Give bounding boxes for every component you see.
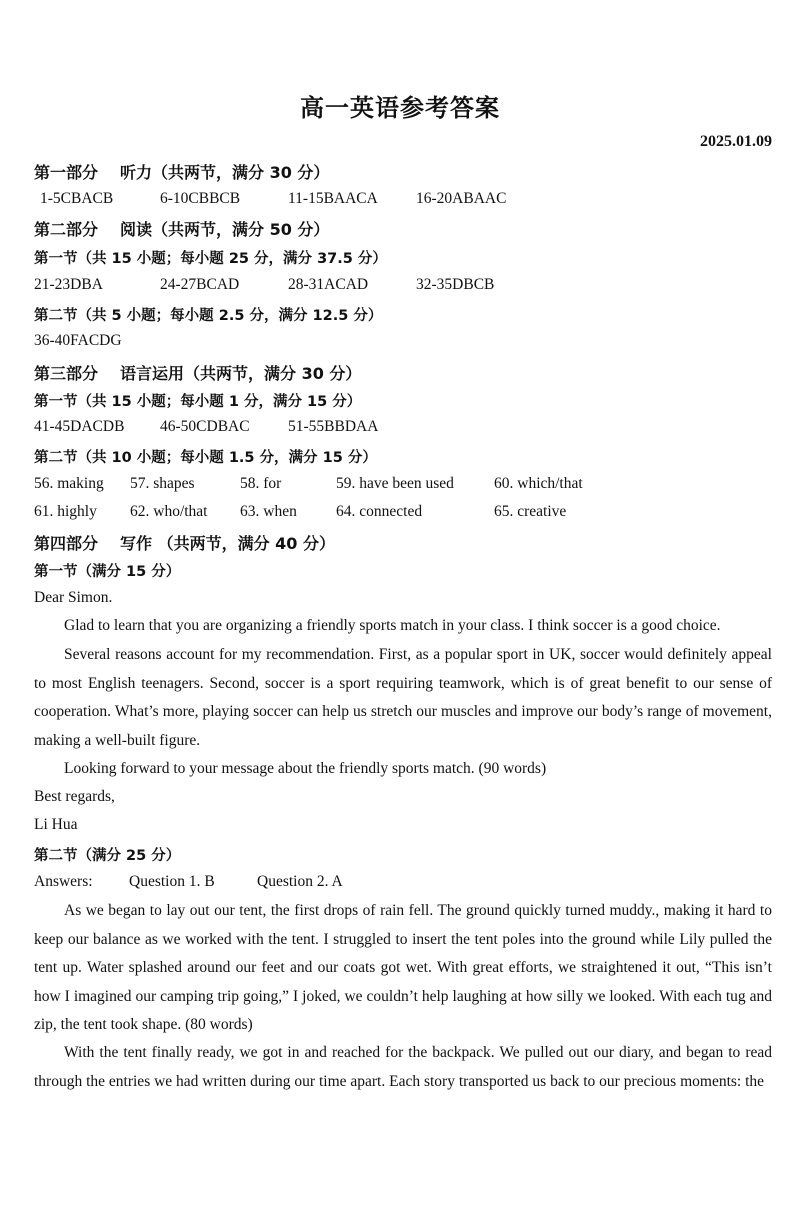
answer-item: 61. highly: [34, 503, 97, 520]
part3-number: 第三部分: [34, 364, 99, 383]
part2-number: 第二部分: [34, 220, 99, 239]
letter-paragraph: Glad to learn that you are organizing a friendly sports match in your class. I think soccer is a good choice.: [64, 617, 721, 634]
part3-section1-label: 第一节（共 15 小题；每小题 1 分，满分 15 分）: [34, 394, 362, 410]
answer-group: 16-20ABAAC: [416, 190, 507, 207]
answer-group: 46-50CDBAC: [160, 418, 250, 435]
page-title: 高一英语参考答案: [300, 94, 500, 122]
part1-number: 第一部分: [34, 163, 99, 182]
part1-name: 听力（共两节，满分 30 分）: [120, 163, 330, 182]
answer-item: 64. connected: [336, 503, 423, 520]
part2-section1-label: 第一节（共 15 小题；每小题 25 分，满分 37.5 分）: [34, 251, 387, 267]
answers-label: Answers:: [34, 873, 93, 890]
story-paragraph: With the tent finally ready, we got in and reached for the backpack. We pulled out our diary, and began to read through the entries we had written during our time apart. Each story transported us back to our precious moments: the: [34, 1044, 772, 1090]
letter-signature: Li Hua: [34, 816, 78, 833]
part3-section2-label: 第二节（共 10 小题；每小题 1.5 分，满分 15 分）: [34, 450, 377, 466]
answer-group: 21-23DBA: [34, 276, 103, 293]
part4-section1-label: 第一节（满分 15 分）: [34, 564, 181, 580]
part4-section2-label: 第二节（满分 25 分）: [34, 848, 181, 864]
answer-group: 41-45DACDB: [34, 418, 125, 435]
question-2-answer: Question 2. A: [257, 873, 343, 890]
answer-item: 58. for: [240, 475, 282, 492]
answer-group: 28-31ACAD: [288, 276, 369, 293]
question-1-answer: Question 1. B: [129, 873, 215, 890]
part3-section1-answers: [34, 418, 378, 436]
exam-date: 2025.01.09: [700, 133, 772, 150]
part1-answers: [40, 190, 506, 208]
answer-group: 6-10CBBCB: [160, 190, 241, 207]
part4-number: 第四部分: [34, 534, 99, 553]
part2-heading: [34, 217, 329, 240]
part4-heading: [34, 531, 335, 554]
part3-heading: [34, 361, 361, 384]
part2-section2-label: 第二节（共 5 小题；每小题 2.5 分，满分 12.5 分）: [34, 308, 383, 324]
part2-section1-answers: [34, 276, 494, 294]
part3-section2-row1: [34, 475, 583, 493]
letter-salutation: Dear Simon.: [34, 589, 113, 606]
part1-heading: [34, 160, 329, 183]
answer-item: 59. have been used: [336, 475, 454, 492]
story-paragraph: As we began to lay out our tent, the first drops of rain fell. The ground quickly turned muddy., making it hard to keep our balance as we worked with the tent. I struggled to insert the tent poles into the ground while Lily pulled the tent up. Water splashed around our feet and our coats got wet. With great efforts, we straightened it out, “This isn’t how I imagined our camping trip going,” I joked, we couldn’t help laughing at how silly we looked. With each tug and zip, the tent took shape. (80 words): [34, 902, 772, 1033]
answer-item: 65. creative: [494, 503, 567, 520]
answer-item: 56. making: [34, 475, 104, 492]
answer-group: 1-5CBACB: [40, 190, 114, 207]
letter-paragraph: Looking forward to your message about the friendly sports match. (90 words): [64, 760, 547, 777]
answer-group: 32-35DBCB: [416, 276, 495, 293]
answer-item: 63. when: [240, 503, 297, 520]
letter-closing: Best regards,: [34, 788, 115, 805]
part2-name: 阅读（共两节，满分 50 分）: [120, 220, 330, 239]
part3-name: 语言运用（共两节，满分 30 分）: [120, 364, 362, 383]
letter-paragraph: Several reasons account for my recommendation. First, as a popular sport in UK, soccer would definitely appeal to most English teenagers. Second, soccer is a sport requiring teamwork, which is of great benefit to our sense of cooperation. What’s more, playing soccer can help us stretch our muscles and improve our body’s range of movement, making a well-built figure.: [34, 646, 772, 749]
answer-item: 62. who/that: [130, 503, 208, 520]
answer-group: 51-55BBDAA: [288, 418, 379, 435]
answer-group: 11-15BAACA: [288, 190, 378, 207]
part2-section2-answers: 36-40FACDG: [34, 332, 122, 349]
answer-group: 24-27BCAD: [160, 276, 240, 293]
continuation-answers: [34, 873, 343, 891]
answer-item: 57. shapes: [130, 475, 195, 492]
part3-section2-row2: [34, 503, 566, 521]
part4-name: 写作 （共两节，满分 40 分）: [120, 534, 335, 553]
answer-item: 60. which/that: [494, 475, 583, 492]
